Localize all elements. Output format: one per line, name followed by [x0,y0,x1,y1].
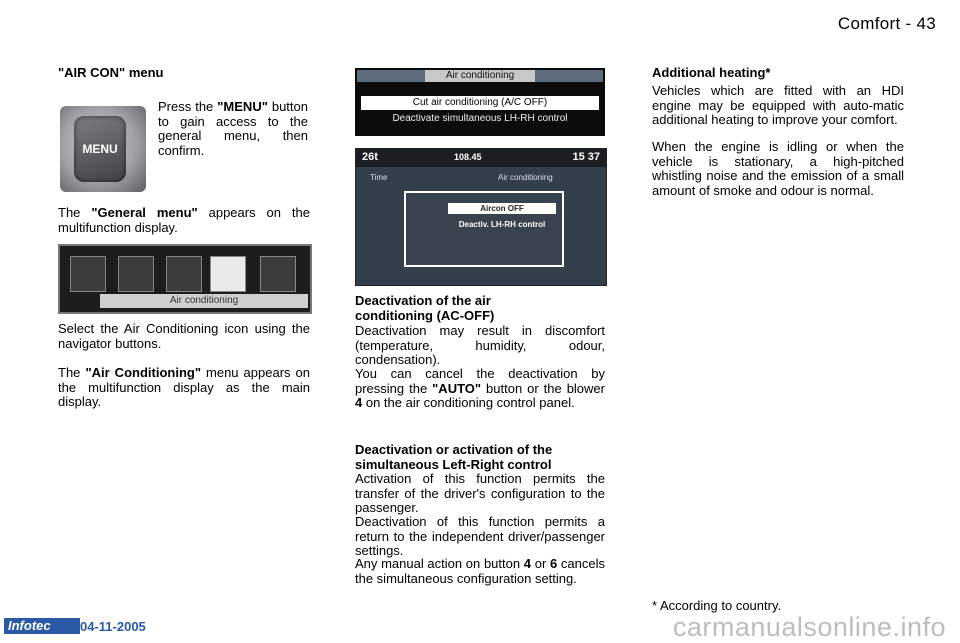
press-menu-paragraph [158,100,308,158]
ac-off-paragraph-1: Deactivation may result in discomfort (temperature, humidity, odour, condensation). [355,323,605,367]
screen-status-bar [356,149,606,167]
ac-popup [404,191,564,267]
text: You can cancel the deactivation by pressing the [355,366,605,396]
general-menu-paragraph [58,206,310,235]
page-number: 43 [916,14,936,33]
air-conditioning-menu-paragraph [58,366,310,410]
menu-button-label: MENU [74,116,126,182]
watermark: carmanualsonline.info [672,612,946,642]
menu-keyword: "MENU" [217,99,268,114]
aircon-off-option: Aircon OFF [448,203,556,214]
text: menu appears on the multifunction display as the main display. [58,365,311,409]
section-title: Comfort [837,14,901,33]
footer-date: 04-11-2005 [80,619,146,634]
general-menu-display [58,244,312,314]
text: The [58,205,92,220]
text: The [58,365,86,380]
select-icon-paragraph: Select the Air Conditioning icon using the navigator buttons. [58,321,310,351]
header-separator: - [900,14,917,33]
infotec-logo: Infotec [4,618,80,634]
lr-control-paragraph-3 [355,557,605,586]
ac-off-paragraph-2 [355,367,605,411]
clock: 15 37 [572,151,600,163]
settings-icon [166,256,202,292]
page-header [838,14,936,34]
title-bar [357,70,603,82]
air-con-menu-heading: "AIR CON" menu [58,65,164,80]
text: Press the [158,99,218,114]
air-conditioning-keyword: "Air Conditioning" [85,365,201,380]
phone-icon [260,256,296,292]
additional-heating-paragraph-1: Vehicles which are fitted with an HDI engine may be equipped with auto-matic additional heating to improve your comfort. [652,83,904,127]
text: or [531,556,550,571]
button-number: 4 [355,395,363,410]
ac-off-heading: Deactivation of the air conditioning (AC-OFF) [355,293,495,323]
audio-icon [70,256,106,292]
fuel-icon [118,256,154,292]
text: button or the blower [481,380,605,396]
display-title: Air conditioning [425,70,535,82]
lr-control-paragraph-2: Deactivation of this function permits a return to the independent driver/passenger settings. [355,514,605,558]
multifunction-screen-photo [355,148,607,286]
button-number: 4 [523,556,532,571]
deactivate-lhrh-option: Deactivate simultaneous LH-RH control [392,113,568,124]
tab-air-conditioning: Air conditioning [498,173,553,182]
footnote: * According to country. [652,598,782,613]
radio-frequency: 108.45 [454,152,482,162]
air-conditioning-icon [210,256,246,292]
additional-heating-heading: Additional heating* [652,65,771,80]
temperature-readout: 26t [362,151,378,163]
text: Any manual action on button [355,556,524,571]
lr-control-paragraph-1: Activation of this function permits the transfer of the driver's configuration to the passenger. [355,471,605,515]
button-number: 6 [549,556,558,571]
tab-time: Time [370,173,388,182]
general-menu-keyword: "General menu" [91,205,198,220]
air-conditioning-menu-display [355,68,605,136]
text: on the air conditioning control panel. [362,395,575,410]
cut-ac-option: Cut air conditioning (A/C OFF) [361,96,599,110]
text: appears on the multifunction display. [58,205,310,235]
auto-keyword: "AUTO" [432,380,482,396]
display-label: Air conditioning [100,294,308,308]
additional-heating-paragraph-2: When the engine is idling or when the vehicle is stationary, a high-pitched whistling noise and the emission of a small amount of smoke and odour is normal. [652,139,904,198]
deactivate-lhrh-option: Deactiv. LH-RH control [458,220,546,229]
text: button to gain access to the general menu, then confirm. [158,99,308,158]
lr-control-heading: Deactivation or activation of the simultaneous Left-Right control [355,442,553,472]
menu-button-photo [60,106,146,192]
text: cancels the simultaneous configuration setting. [355,556,605,586]
